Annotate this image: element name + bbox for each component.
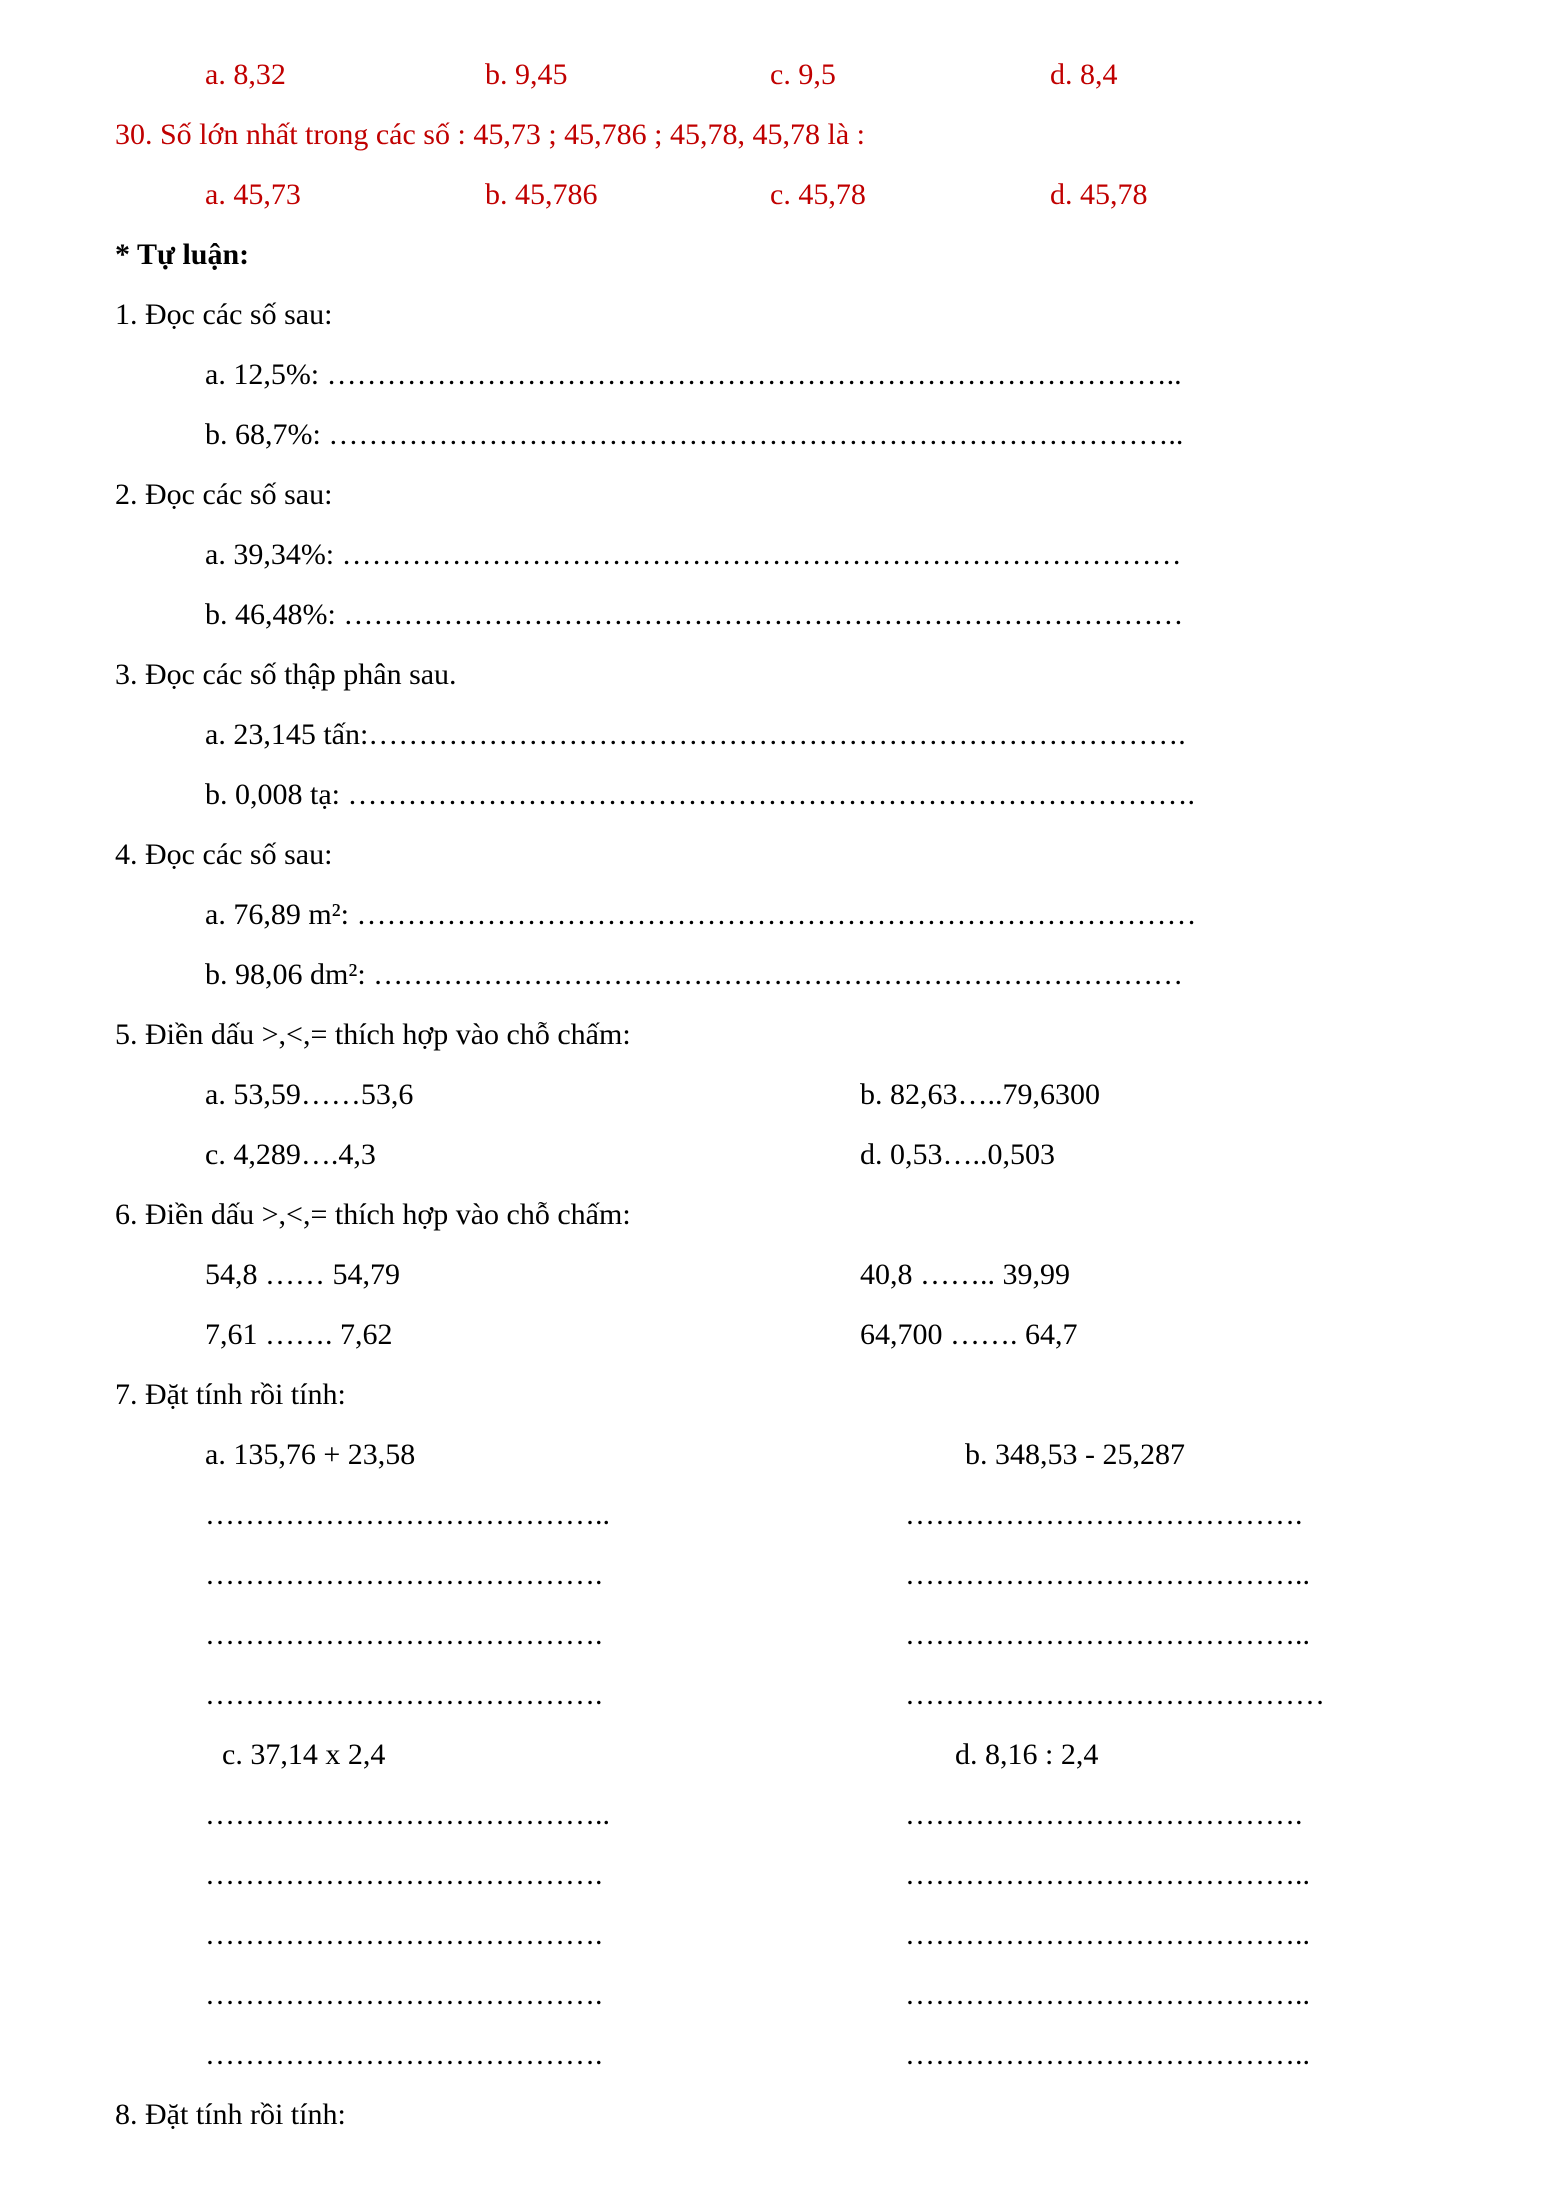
q7-operation-d: d. 8,16 : 2,4 <box>955 1738 1099 1771</box>
q29-option-d: d. 8,4 <box>1050 58 1118 91</box>
q7-title: 7. Đặt tính rồi tính: <box>115 1378 346 1411</box>
q5-row-2 <box>205 1125 1522 1185</box>
q5-compare-b: b. 82,63…..79,6300 <box>860 1078 1100 1111</box>
q4-title: 4. Đọc các số sau: <box>115 838 333 871</box>
q5-compare-a: a. 53,59……53,6 <box>205 1078 414 1111</box>
q1-title: 1. Đọc các số sau: <box>115 298 333 331</box>
q6-compare-2: 40,8 …….. 39,99 <box>860 1258 1070 1291</box>
dotted-line: ………………………………….. <box>905 1978 1310 2011</box>
q6-compare-4: 64,700 ……. 64,7 <box>860 1318 1078 1351</box>
q30-option-c: c. 45,78 <box>770 178 866 211</box>
q7-work-line <box>205 1545 1522 1605</box>
q7-work-line <box>205 1665 1522 1725</box>
dotted-line: …………………………………. <box>905 1798 1303 1831</box>
q7-work-line <box>205 1905 1522 1965</box>
q8-title: 8. Đặt tính rồi tính: <box>115 2098 346 2131</box>
q5-title: 5. Điền dấu >,<,= thích hợp vào chỗ chấm: <box>115 1018 631 1051</box>
dotted-line: …………………………………. <box>205 2038 603 2071</box>
q7-operation-a: a. 135,76 + 23,58 <box>205 1438 416 1471</box>
q6-row-1 <box>205 1245 1522 1305</box>
q5-compare-d: d. 0,53…..0,503 <box>860 1138 1055 1171</box>
q3-answer-line-a: a. 23,145 tấn:………………………………………………………………………. <box>205 718 1186 751</box>
q4-answer-line-a: a. 76,89 m²: ………………………………………………………………………… <box>205 898 1197 931</box>
q7-work-line <box>205 1845 1522 1905</box>
q7-work-line <box>205 1785 1522 1845</box>
dotted-line: …………………………………. <box>905 1498 1303 1531</box>
dotted-line: ………………………………….. <box>905 1858 1310 1891</box>
q29-option-a: a. 8,32 <box>205 58 286 91</box>
q2-title: 2. Đọc các số sau: <box>115 478 333 511</box>
dotted-line: …………………………………. <box>205 1618 603 1651</box>
q29-option-c: c. 9,5 <box>770 58 836 91</box>
dotted-line: …………………………………… <box>905 1678 1325 1711</box>
q6-title: 6. Điền dấu >,<,= thích hợp vào chỗ chấm: <box>115 1198 631 1231</box>
q30-option-d: d. 45,78 <box>1050 178 1148 211</box>
q2-answer-line-b: b. 46,48%: ………………………………………………………………………… <box>205 598 1184 631</box>
q7-operations-ab <box>205 1425 1522 1485</box>
q1-answer-line-b: b. 68,7%: ………………………………………………………………………….. <box>205 418 1184 451</box>
q29-options-row <box>205 45 1522 105</box>
q7-operation-b: b. 348,53 - 25,287 <box>965 1438 1185 1471</box>
q30-options-row <box>205 165 1522 225</box>
q7-work-line <box>205 1605 1522 1665</box>
q30-option-b: b. 45,786 <box>485 178 598 211</box>
essay-section-header: * Tự luận: <box>115 238 250 271</box>
q7-work-line <box>205 1485 1522 1545</box>
q30-question-text: 30. Số lớn nhất trong các số : 45,73 ; 45,786 ; 45,78, 45,78 là : <box>115 118 865 151</box>
q5-compare-c: c. 4,289….4,3 <box>205 1138 376 1171</box>
q7-work-line <box>205 2025 1522 2085</box>
q6-compare-1: 54,8 …… 54,79 <box>205 1258 400 1291</box>
dotted-line: ………………………………….. <box>205 1798 610 1831</box>
q5-row-1 <box>205 1065 1522 1125</box>
dotted-line: ………………………………….. <box>905 2038 1310 2071</box>
q7-operations-cd <box>222 1725 1522 1785</box>
dotted-line: ………………………………….. <box>905 1918 1310 1951</box>
dotted-line: ………………………………….. <box>905 1558 1310 1591</box>
dotted-line: …………………………………. <box>205 1558 603 1591</box>
q29-option-b: b. 9,45 <box>485 58 568 91</box>
q6-compare-3: 7,61 ……. 7,62 <box>205 1318 393 1351</box>
dotted-line: …………………………………. <box>205 1678 603 1711</box>
dotted-line: …………………………………. <box>205 1858 603 1891</box>
dotted-line: …………………………………. <box>205 1978 603 2011</box>
q6-row-2 <box>205 1305 1522 1365</box>
dotted-line: …………………………………. <box>205 1918 603 1951</box>
q7-work-line <box>205 1965 1522 2025</box>
dotted-line: ………………………………….. <box>905 1618 1310 1651</box>
q3-title: 3. Đọc các số thập phân sau. <box>115 658 457 691</box>
q3-answer-line-b: b. 0,008 tạ: …………………………………………………………………………. <box>205 778 1195 811</box>
q4-answer-line-b: b. 98,06 dm²: ……………………………………………………………………… <box>205 958 1184 991</box>
q7-operation-c: c. 37,14 x 2,4 <box>222 1738 386 1771</box>
q2-answer-line-a: a. 39,34%: ………………………………………………………………………… <box>205 538 1182 571</box>
q30-option-a: a. 45,73 <box>205 178 301 211</box>
q1-answer-line-a: a. 12,5%: ………………………………………………………………………….. <box>205 358 1182 391</box>
dotted-line: ………………………………….. <box>205 1498 610 1531</box>
